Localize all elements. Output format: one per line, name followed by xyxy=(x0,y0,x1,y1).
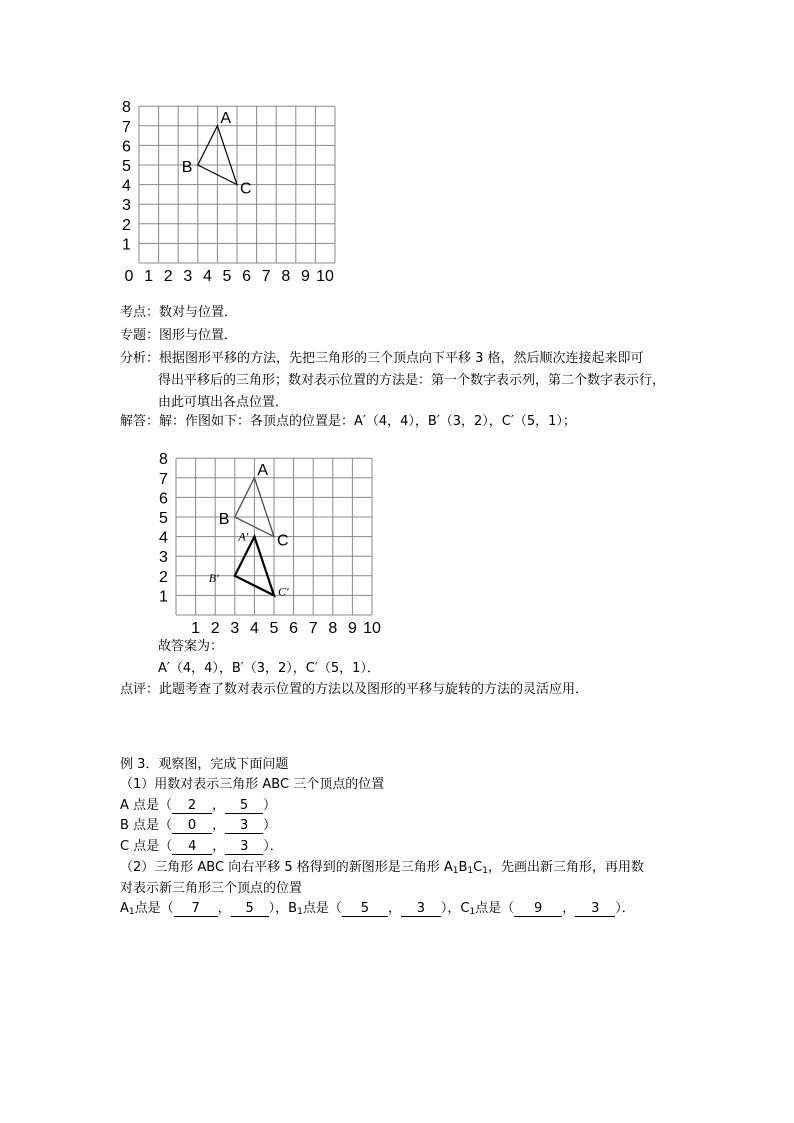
a-point-x: 2 xyxy=(172,798,212,814)
grid2-x-tick: 6 xyxy=(289,620,299,637)
b-point-line: B 点是（ 0 ， 3 ） xyxy=(120,818,277,833)
grid2-y-tick: 7 xyxy=(159,470,168,488)
answer-prefix: 故答案为： xyxy=(158,639,224,654)
c-point-line: C 点是（ 4 ， 3 ）． xyxy=(120,839,283,854)
grid2-x-tick: 7 xyxy=(308,620,318,637)
grid2-x-tick: 4 xyxy=(249,620,259,637)
new-points-line: $A_1$点是（ 7 ， 5 ），$B_1$点是（ 5 ， 3 ），$C_1$点是（ 9 ， 3 ）． xyxy=(120,901,635,917)
fenxi-line-2: 得出平移后的三角形；数对表示位置的方法是：第一个数字表示列，第二个数字表示行， xyxy=(158,373,666,388)
kaodian-line: 考点：数对与位置． xyxy=(120,305,238,320)
dianping-line: 点评：此题考查了数对表示位置的方法以及图形的平移与旋转的方法的灵活应用． xyxy=(120,682,589,697)
a-point-y: 5 xyxy=(225,798,263,814)
grid2-point-label: B xyxy=(218,511,230,528)
grid1-y-tick: 5 xyxy=(122,158,131,175)
fenxi-line-3: 由此可填出各点位置． xyxy=(158,395,289,410)
c1-y: 3 xyxy=(575,901,615,917)
grid2-y-tick: 5 xyxy=(159,510,168,527)
grid1-x-tick: 9 xyxy=(300,268,310,285)
c1-x: 9 xyxy=(514,901,562,917)
grid1-x-tick: 7 xyxy=(261,268,271,285)
fenxi-line-1: 分析：根据图形平移的方法，先把三角形的三个顶点向下平移 3 格，然后顺次连接起来即可 xyxy=(120,351,644,366)
grid1-y-tick: 3 xyxy=(122,197,131,215)
grid2-y-tick: 1 xyxy=(159,588,168,606)
grid2-x-tick: 1 xyxy=(191,620,201,637)
a1-x: 7 xyxy=(174,901,218,917)
grid2-moved-label: B′ xyxy=(208,570,219,585)
grid1-point-label: C xyxy=(240,180,252,198)
zhuanti-line: 专题：图形与位置． xyxy=(120,328,238,343)
grid1-x-tick: 0 xyxy=(124,268,134,285)
grid1-x-tick: 8 xyxy=(281,268,291,285)
grid2-moved-label: A′ xyxy=(238,529,249,544)
grid1-point-label: A xyxy=(220,109,232,127)
b-point-prefix: B 点是（ xyxy=(120,818,173,833)
example3-q2-line1: （2）三角形 ABC 向右平移 5 格得到的新图形是三角形 $A_1B_1C_1$，先画出新三角形，再用数 xyxy=(120,860,644,876)
grid1-y-tick: 4 xyxy=(122,177,131,195)
q2-text-b: ，先画出新三角形，再用数 xyxy=(487,860,644,875)
grid2-y-tick: 8 xyxy=(159,451,168,469)
jieda-line: 解答：解：作图如下：各顶点的位置是：A′（4，4），B′（3，2），C′（5，1）； xyxy=(120,414,576,429)
a-point-prefix: A 点是（ xyxy=(120,798,173,813)
example3-q1: （1）用数对表示三角形 ABC 三个顶点的位置 xyxy=(120,777,385,792)
grid2-x-tick: 2 xyxy=(210,620,220,637)
grid1-point-label: B xyxy=(181,159,193,176)
grid1-x-tick: 1 xyxy=(144,268,154,285)
a-point-suffix: ） xyxy=(263,798,277,813)
b-point-y: 3 xyxy=(225,818,263,834)
b-point-suffix: ） xyxy=(263,818,277,833)
grid2-moved-label: C′ xyxy=(278,584,289,599)
grid1-x-tick: 6 xyxy=(242,268,252,285)
grid1-x-tick: 4 xyxy=(202,268,212,285)
a1-y: 5 xyxy=(231,901,269,917)
answer-text: A′（4，4），B′（3，2），C′（5，1）． xyxy=(158,661,380,676)
c-point-suffix: ）． xyxy=(263,839,283,854)
grid2-y-tick: 2 xyxy=(159,568,168,586)
grid2-point-label: A xyxy=(257,461,269,479)
grid2-x-tick: 8 xyxy=(328,620,338,637)
c-point-x: 4 xyxy=(172,839,212,855)
grid2-x-tick: 9 xyxy=(347,620,357,637)
grid2-point-label: C xyxy=(277,532,289,550)
example3-q2-line2: 对表示新三角形三个顶点的位置 xyxy=(120,881,303,896)
grid1-x-tick: 2 xyxy=(163,268,173,285)
c-point-prefix: C 点是（ xyxy=(120,839,173,854)
grid1-y-tick: 8 xyxy=(122,99,131,117)
example3-title: 例 3．观察图，完成下面问题 xyxy=(120,757,289,772)
grid2-x-tick: 3 xyxy=(230,620,240,637)
q2-text-a: （2）三角形 ABC 向右平移 5 格得到的新图形是三角形 A xyxy=(120,860,453,875)
c-point-y: 3 xyxy=(225,839,263,855)
grid2-x-tick: 5 xyxy=(269,620,279,637)
grid1-x-tick: 10 xyxy=(316,268,334,285)
b1-x: 5 xyxy=(342,901,388,917)
grid1-y-tick: 6 xyxy=(122,138,131,156)
grid2-y-tick: 6 xyxy=(159,490,168,508)
grid1-x-tick: 5 xyxy=(222,268,232,285)
grid2-y-tick: 3 xyxy=(159,549,168,567)
grid1-y-tick: 2 xyxy=(122,216,131,234)
grid2-y-tick: 4 xyxy=(159,529,168,547)
b-point-x: 0 xyxy=(172,818,212,834)
grid2-x-tick: 10 xyxy=(363,620,381,637)
grid1-y-tick: 7 xyxy=(122,118,131,136)
grid1-y-tick: 1 xyxy=(122,236,131,254)
b1-y: 3 xyxy=(401,901,441,917)
a-point-line: A 点是（ 2 ， 5 ） xyxy=(120,798,277,813)
grid1-x-tick: 3 xyxy=(183,268,193,285)
